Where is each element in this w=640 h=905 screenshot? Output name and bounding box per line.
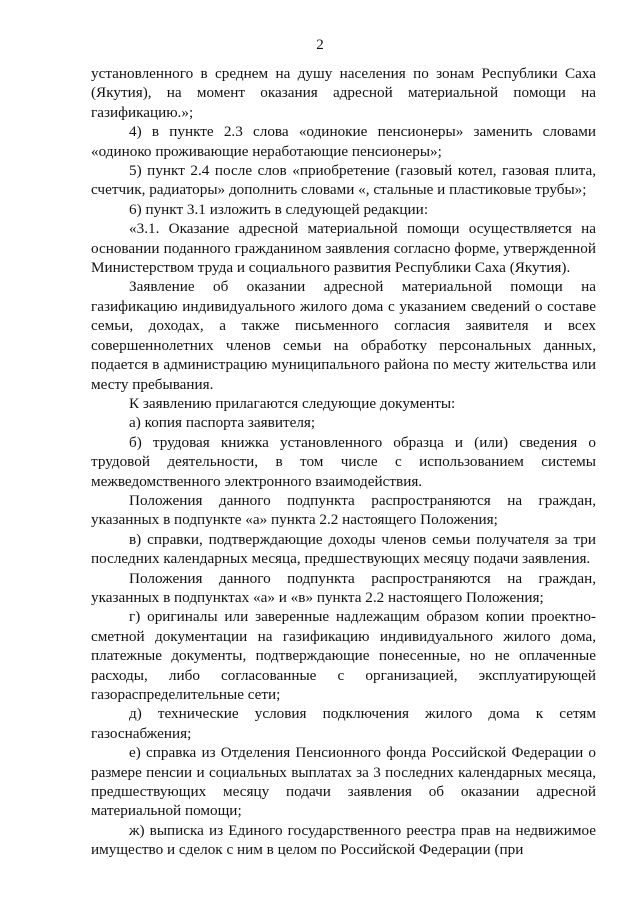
paragraph: г) оригиналы или заверенные надлежащим образом копии проектно-сметной документации на газификацию индивидуального жилого дома, платежные документы, подтверждающие понесенные, но не оплаченные расходы, либо согласованные с организацией, эксплуатирующей газораспределительные сети; — [91, 608, 596, 703]
paragraph: е) справка из Отделения Пенсионного фонда Российской Федерации о размере пенсии и социальных выплатах за 3 последних календарных месяца, предшествующих месяцу подачи заявления об оказании адресной материальной помощи; — [91, 744, 596, 820]
paragraph: 6) пункт 3.1 изложить в следующей редакции: — [129, 200, 429, 218]
paragraph: установленного в среднем на душу населения по зонам Республики Саха (Якутия), на момент оказания адресной материальной помощи на газификацию.»; — [91, 65, 596, 121]
paragraph: К заявлению прилагаются следующие документы: — [129, 394, 456, 412]
paragraph: Положения данного подпункта распространяются на граждан, указанных в подпунктах «а» и «в» пункта 2.2 настоящего Положения; — [91, 569, 596, 606]
paragraph: 5) пункт 2.4 после слов «приобретение (газовый котел, газовая плита, счетчик, радиаторы» дополнить словами «, стальные и пластиковые трубы»; — [91, 162, 596, 199]
document-body — [91, 64, 596, 860]
paragraph: ж) выписка из Единого государственного реестра прав на недвижимое имущество и сделок с ним в целом по Российской Федерации (при — [91, 821, 596, 859]
paragraph: д) технические условия подключения жилого дома к сетям газоснабжения; — [91, 705, 596, 742]
paragraph: «3.1. Оказание адресной материальной помощи осуществляется на основании поданного гражданином заявления согласно форме, утвержденной Министерством труда и социального развития Республики Саха (Якутия). — [91, 220, 596, 277]
paragraph: Заявление об оказании адресной материальной помощи на газификацию индивидуального жилого дома с указанием сведений о составе семьи, доходах, а также письменного согласия заявителя и всех совершеннолетних членов семьи на обработку персональных данных, подается в администрацию муниципального района по месту жительства или месту пребывания. — [91, 278, 596, 393]
paragraph: Положения данного подпункта распространяются на граждан, указанных в подпункте «а» пункта 2.2 настоящего Положения; — [91, 491, 596, 529]
paragraph: б) трудовая книжка установленного образца и (или) сведения о трудовой деятельности, в том числе с использованием системы межведомственного электронного взаимодействия. — [91, 433, 596, 490]
paragraph: в) справки, подтверждающие доходы членов семьи получателя за три последних календарных месяца, предшествующих месяцу подачи заявления. — [91, 530, 596, 568]
page-number: 2 — [316, 37, 324, 53]
paragraph: 4) в пункте 2.3 слова «одинокие пенсионеры» заменить словами «одиноко проживающие неработающие пенсионеры»; — [91, 123, 596, 160]
paragraph: а) копия паспорта заявителя; — [129, 414, 316, 432]
